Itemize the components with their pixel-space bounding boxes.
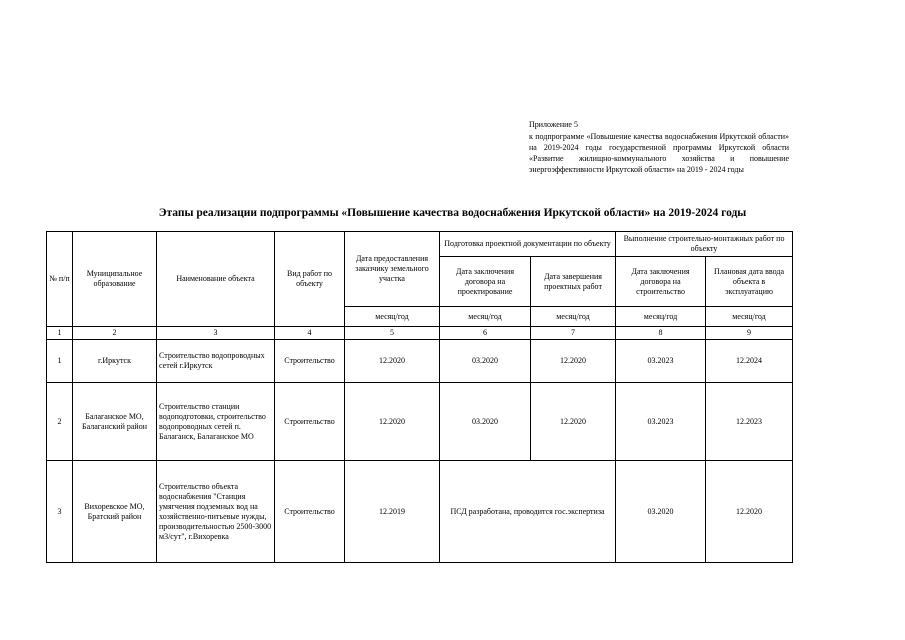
- col-number: 7: [531, 327, 616, 340]
- stages-table: [46, 231, 793, 563]
- row-work-type: Строительство: [275, 461, 345, 563]
- header-design-group: Подготовка проектной документации по объекту: [440, 232, 616, 257]
- header-num: № п/п: [47, 232, 73, 327]
- row-design-contract: 03.2020: [440, 383, 531, 461]
- header-land-date: Дата предоставления заказчику земельного участка: [345, 232, 440, 307]
- row-land-date: 12.2020: [345, 340, 440, 383]
- col-number: 2: [73, 327, 157, 340]
- header-work-type: Вид работ по объекту: [275, 232, 345, 327]
- row-commissioning: 12.2024: [706, 340, 793, 383]
- row-land-date: 12.2020: [345, 383, 440, 461]
- row-municipality: Балаганское МО, Балаганский район: [73, 383, 157, 461]
- annex-heading: Приложение 5: [529, 120, 578, 129]
- col-number: 8: [616, 327, 706, 340]
- row-commissioning: 12.2023: [706, 383, 793, 461]
- row-design-end: 12.2020: [531, 340, 616, 383]
- row-municipality: Вихоревское МО, Братский район: [73, 461, 157, 563]
- row-object: Строительство водопроводных сетей г.Иркутск: [157, 340, 275, 383]
- unit-cell: месяц/год: [616, 307, 706, 327]
- annex-text: к подпрограмме «Повышение качества водоснабжения Иркутской области» на 2019-2024 годы государственной программы Иркутской области «Развитие жилищно-коммунального хозяйства и повышение энергоэффективности Иркутской области» на 2019 - 2024 годы: [529, 132, 789, 174]
- unit-cell: месяц/год: [440, 307, 531, 327]
- col-number: 3: [157, 327, 275, 340]
- row-build-contract: 03.2023: [616, 340, 706, 383]
- col-number: 4: [275, 327, 345, 340]
- row-design-status: ПСД разработана, проводится гос.экспертиза: [440, 461, 616, 563]
- row-work-type: Строительство: [275, 340, 345, 383]
- row-build-contract: 03.2020: [616, 461, 706, 563]
- unit-cell: месяц/год: [345, 307, 440, 327]
- row-object: Строительство объекта водоснабжения "Станция умягчения подземных вод на хозяйственно-питьевые нужды, производительностью 2500-3000 м3/сут", г.Вихоревка: [157, 461, 275, 563]
- table-row: [47, 461, 793, 563]
- row-land-date: 12.2019: [345, 461, 440, 563]
- row-design-end: 12.2020: [531, 383, 616, 461]
- col-number: 1: [47, 327, 73, 340]
- row-object: Строительство станции водоподготовки, строительство водопроводных сетей п. Балаганск, Балаганское МО: [157, 383, 275, 461]
- table-row: [47, 340, 793, 383]
- col-number: 9: [706, 327, 793, 340]
- unit-cell: месяц/год: [706, 307, 793, 327]
- row-design-contract: 03.2020: [440, 340, 531, 383]
- header-build-contract: Дата заключения договора на строительство: [616, 257, 706, 307]
- row-commissioning: 12.2020: [706, 461, 793, 563]
- row-build-contract: 03.2023: [616, 383, 706, 461]
- table-row: [47, 383, 793, 461]
- row-number: 2: [47, 383, 73, 461]
- col-number: 5: [345, 327, 440, 340]
- row-number: 3: [47, 461, 73, 563]
- col-number: 6: [440, 327, 531, 340]
- document-title: Этапы реализации подпрограммы «Повышение качества водоснабжения Иркутской области» на 2019-2024 годы: [158, 207, 747, 219]
- column-number-row: [47, 327, 793, 340]
- header-design-end: Дата завершения проектных работ: [531, 257, 616, 307]
- header-commissioning: Плановая дата ввода объекта в эксплуатацию: [706, 257, 793, 307]
- header-object-name: Наименование объекта: [157, 232, 275, 327]
- header-design-contract: Дата заключения договора на проектирование: [440, 257, 531, 307]
- header-row-top: [47, 232, 793, 257]
- header-municipality: Муниципальное образование: [73, 232, 157, 327]
- header-build-group: Выполнение строительно-монтажных работ по объекту: [616, 232, 793, 257]
- annex-note: [529, 119, 789, 175]
- unit-cell: месяц/год: [531, 307, 616, 327]
- row-work-type: Строительство: [275, 383, 345, 461]
- row-number: 1: [47, 340, 73, 383]
- row-municipality: г.Иркутск: [73, 340, 157, 383]
